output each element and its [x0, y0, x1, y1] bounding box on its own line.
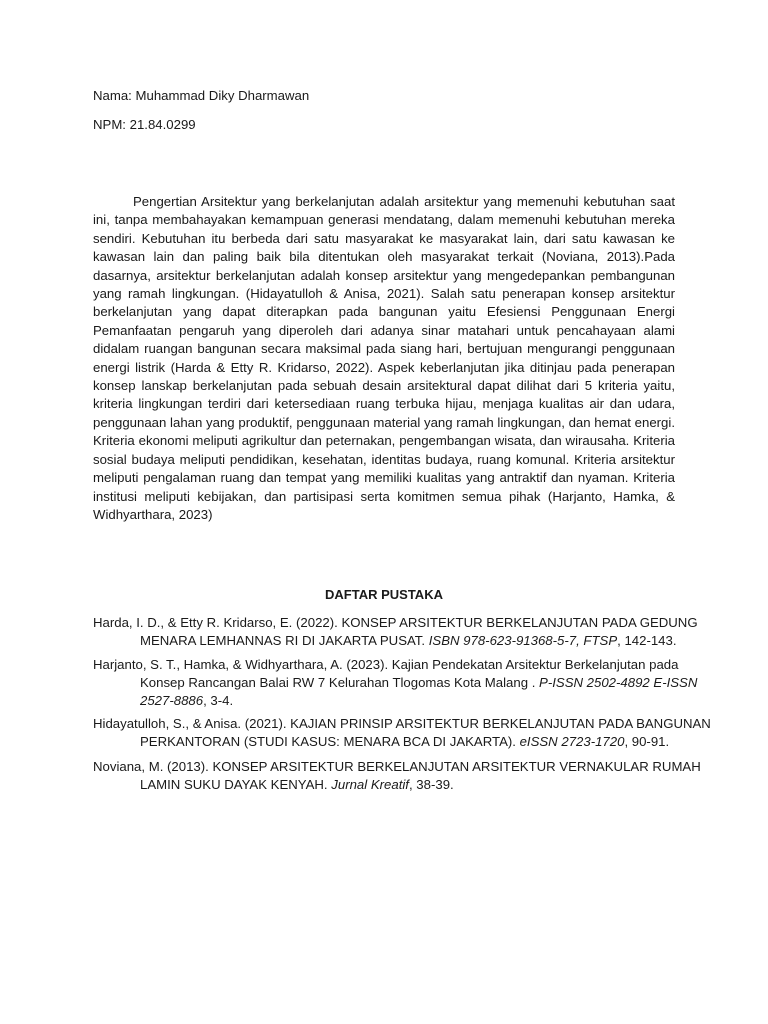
student-npm: NPM: 21.84.0299	[93, 117, 196, 132]
reference-entry	[93, 758, 722, 794]
reference-source: P-ISSN 2502-4892 E-ISSN 2527-8886	[140, 675, 698, 708]
student-name: Nama: Muhammad Diky Dharmawan	[93, 88, 310, 103]
reference-text: Hidayatulloh, S., & Anisa. (2021). KAJIAN PRINSIP ARSITEKTUR BERKELANJUTAN PADA BANGUNAN PERKANTORAN (STUDI KASUS: MENARA BCA DI JAKARTA).	[93, 716, 711, 749]
references-heading: DAFTAR PUSTAKA	[325, 587, 443, 602]
reference-pages: , 90-91.	[624, 734, 670, 749]
reference-source: eISSN 2723-1720	[519, 734, 625, 749]
reference-text: Harjanto, S. T., Hamka, & Widhyarthara, A. (2023). Kajian Pendekatan Arsitektur Berkelanjutan pada Konsep Rancangan Balai RW 7 Kelurahan Tlogomas Kota Malang .	[93, 657, 679, 690]
reference-source: ISBN 978-623-91368-5-7, FTSP	[428, 633, 618, 648]
reference-pages: , 142-143.	[617, 633, 677, 648]
reference-source: Jurnal Kreatif	[331, 777, 409, 792]
reference-text: Harda, I. D., & Etty R. Kridarso, E. (2022). KONSEP ARSITEKTUR BERKELANJUTAN PADA GEDUNG MENARA LEMHANNAS RI DI JAKARTA PUSAT.	[93, 615, 698, 648]
reference-entry	[93, 715, 722, 751]
reference-pages: , 3-4.	[203, 693, 234, 708]
reference-entry	[93, 614, 722, 650]
reference-text: Noviana, M. (2013). KONSEP ARSITEKTUR BERKELANJUTAN ARSITEKTUR VERNAKULAR RUMAH LAMIN SUKU DAYAK KENYAH.	[93, 759, 701, 792]
reference-pages: , 38-39.	[408, 777, 454, 792]
reference-entry	[93, 656, 722, 710]
body-paragraph: Pengertian Arsitektur yang berkelanjutan adalah arsitektur yang memenuhi kebutuhan saat ini, tanpa membahayakan kemampuan generasi mendatang, dalam memenuhi kebutuhan mereka sendiri. Kebutuhan itu berbeda dari satu masyarakat ke masyarakat lain, dari satu kawasan ke kawasan lain dan paling baik bila ditentukan oleh masyarakat terkait (Noviana, 2013).Pada dasarnya, arsitektur berkelanjutan adalah konsep arsitektur yang mengedepankan pembangunan yang ramah lingkungan. (Hidayatulloh & Anisa, 2021). Salah satu penerapan konsep arsitektur berkelanjutan yang dapat diterapkan pada bangunan yaitu Efesiensi Penggunaan Energi Pemanfaatan pengaruh yang diperoleh dari adanya sinar matahari untuk pencahayaan alami didalam ruangan bangunan secara maksimal pada siang hari, bertujuan mengurangi penggunaan energi listrik (Harda & Etty R. Kridarso, 2022). Aspek keberlanjutan jika ditinjau pada penerapan konsep lanskap berkelanjutan pada sebuah desain arsitektural dapat dilihat dari 5 kriteria yaitu, kriteria lingkungan terdiri dari ketersediaan ruang terbuka hijau, menjaga kualitas air dan udara, penggunaan lahan yang produktif, penggunaan material yang ramah lingkungan, dan hemat energi. Kriteria ekonomi meliputi agrikultur dan peternakan, pengembangan wisata, dan wirausaha. Kriteria sosial budaya meliputi pendidikan, kesehatan, identitas budaya, ruang komunal. Kriteria arsitektur meliputi pengalaman ruang dan tempat yang memiliki kualitas yang antraktif dan nyaman. Kriteria institusi meliputi kebijakan, dan partisipasi serta komitmen semua pihak (Harjanto, Hamka, & Widhyarthara, 2023)	[93, 194, 675, 522]
